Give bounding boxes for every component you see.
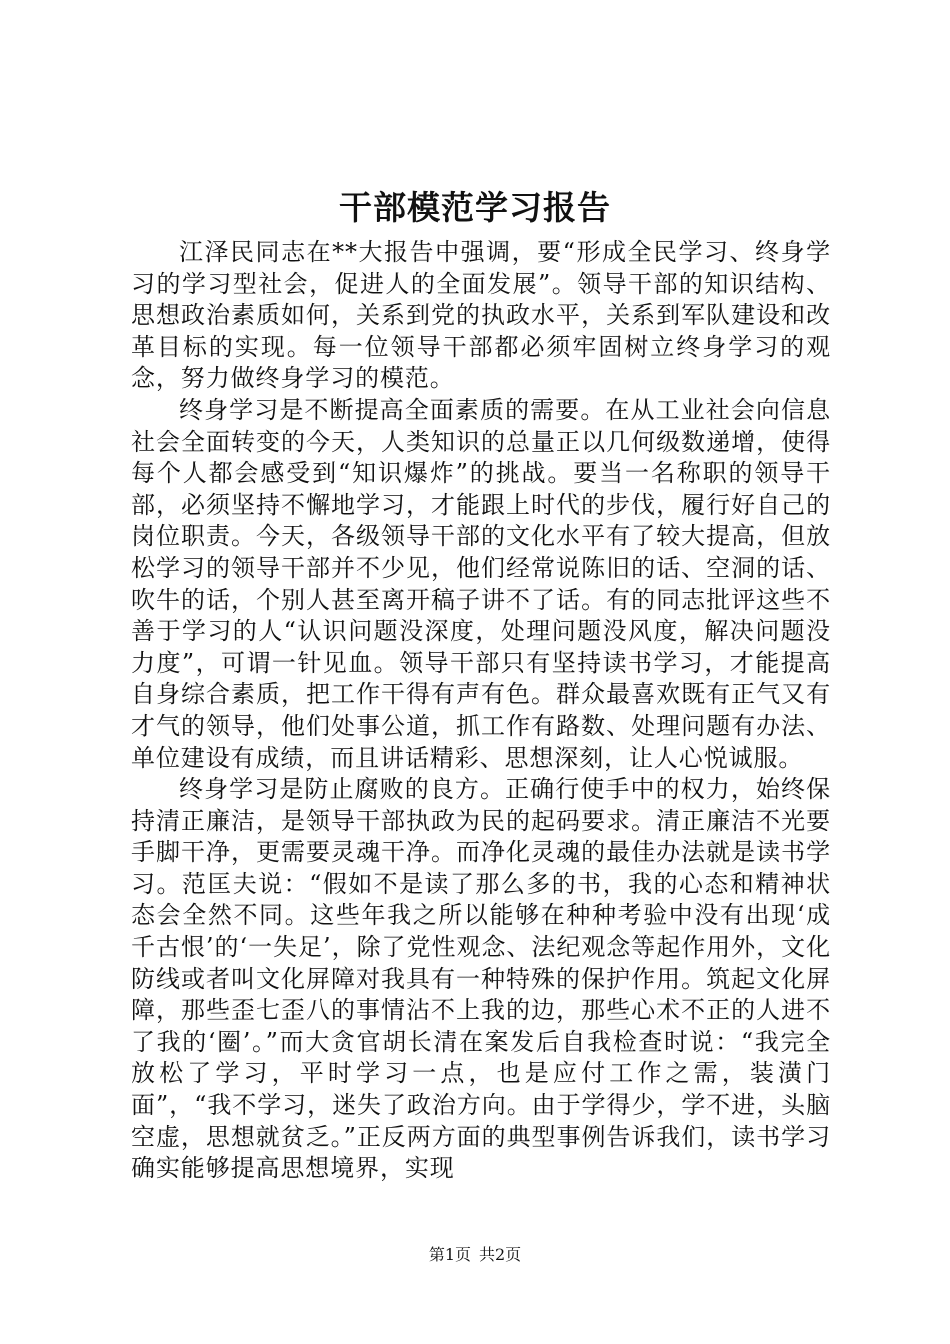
- document-body: [131, 237, 831, 1185]
- paragraph: 终身学习是防止腐败的良方。正确行使手中的权力，始终保持清正廉洁，是领导干部执政为民的起码要求。清正廉洁不光要手脚干净，更需要灵魂干净。而净化灵魂的最佳办法就是读书学习。范匡夫说：“假如不是读了那么多的书，我的心态和精神状态会全然不同。这些年我之所以能够在种种考验中没有出现‘成千古恨’的‘一失足’，除了党性观念、法纪观念等起作用外，文化防线或者叫文化屏障对我具有一种特殊的保护作用。筑起文化屏障，那些歪七歪八的事情沾不上我的边，那些心术不正的人进不了我的‘圈’。”而大贪官胡长清在案发后自我检查时说：“我完全放松了学习，平时学习一点，也是应付工作之需，装潢门面”，“我不学习，迷失了政治方向。由于学得少，学不进，头脑空虚，思想就贫乏。”正反两方面的典型事例告诉我们，读书学习确实能够提高思想境界，实现: [131, 775, 831, 1183]
- paragraph: 江泽民同志在**大报告中强调，要“形成全民学习、终身学习的学习型社会，促进人的全面发展”。领导干部的知识结构、思想政治素质如何，关系到党的执政水平，关系到军队建设和改革目标的实现。每一位领导干部都必须牢固树立终身学习的观念，努力做终身学习的模范。: [131, 238, 831, 393]
- paragraph: 终身学习是不断提高全面素质的需要。在从工业社会向信息社会全面转变的今天，人类知识的总量正以几何级数递增，使得每个人都会感受到“知识爆炸”的挑战。要当一名称职的领导干部，必须坚持不懈地学习，才能跟上时代的步伐，履行好自己的岗位职责。今天，各级领导干部的文化水平有了较大提高，但放松学习的领导干部并不少见，他们经常说陈旧的话、空洞的话、吹牛的话，个别人甚至离开稿子讲不了话。有的同志批评这些不善于学习的人“认识问题没深度，处理问题没风度，解决问题没力度”，可谓一针见血。领导干部只有坚持读书学习，才能提高自身综合素质，把工作干得有声有色。群众最喜欢既有正气又有才气的领导，他们处事公道，抓工作有路数、处理问题有办法、单位建设有成绩，而且讲话精彩、思想深刻，让人心悦诚服。: [131, 395, 831, 772]
- document-title: 干部模范学习报告: [339, 188, 611, 227]
- page-number: 第1页: [428, 1245, 471, 1264]
- page-footer: [0, 1244, 950, 1266]
- page-total: 共2页: [479, 1245, 522, 1264]
